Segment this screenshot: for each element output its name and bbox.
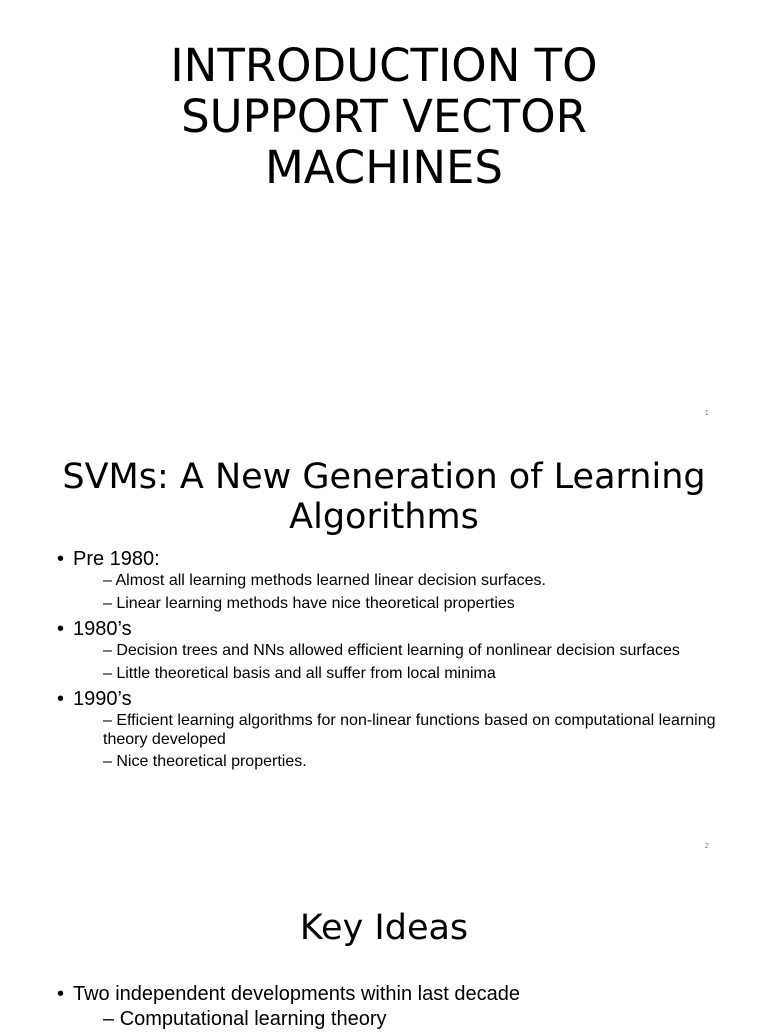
slide-1-title-line: INTRODUCTION TO <box>170 39 598 92</box>
slide-number: 1 <box>704 409 709 417</box>
slide-1-title <box>30 40 738 193</box>
sub-bullet-item: – Decision trees and NNs allowed efficient learning of nonlinear decision surfaces <box>103 642 717 661</box>
slide-number: 2 <box>704 842 709 850</box>
sub-bullet-item: – Almost all learning methods learned linear decision surfaces. <box>103 572 717 591</box>
slide-3 <box>0 866 768 1030</box>
slide-3-title: Key Ideas <box>299 908 469 948</box>
sub-bullet-list <box>73 712 717 772</box>
bullet-item <box>57 617 717 683</box>
bullet-text: 1990’s <box>73 688 132 710</box>
sub-bullet-item: – Computational learning theory <box>103 1007 717 1031</box>
bullet-item <box>57 687 717 772</box>
slide-1 <box>0 0 768 433</box>
slide-1-title-line: MACHINES <box>264 141 503 194</box>
slide-2-title <box>30 457 738 537</box>
slide-2 <box>0 433 768 866</box>
bullet-text: 1980’s <box>73 618 132 640</box>
sub-bullet-item: – Nice theoretical properties. <box>103 753 717 772</box>
slide-1-title-line: SUPPORT VECTOR <box>181 90 587 143</box>
slide-2-title-line: Algorithms <box>289 497 479 537</box>
sub-bullet-item: – Efficient learning algorithms for non-linear functions based on computational learning theory developed <box>103 712 717 749</box>
bullet-text: Two independent developments within last decade <box>73 983 520 1005</box>
sub-bullet-list <box>73 572 717 613</box>
bullet-text: Pre 1980: <box>73 548 160 570</box>
slide-2-title-line: SVMs: A New Generation of Learning <box>62 457 706 497</box>
sub-bullet-list <box>73 1007 717 1031</box>
sub-bullet-item: – Little theoretical basis and all suffer from local minima <box>103 665 717 684</box>
slide-2-bullet-list <box>57 547 717 776</box>
bullet-item <box>57 547 717 613</box>
slide-3-bullet-list <box>57 982 717 1035</box>
sub-bullet-item: – Linear learning methods have nice theoretical properties <box>103 595 717 614</box>
sub-bullet-list <box>73 642 717 683</box>
